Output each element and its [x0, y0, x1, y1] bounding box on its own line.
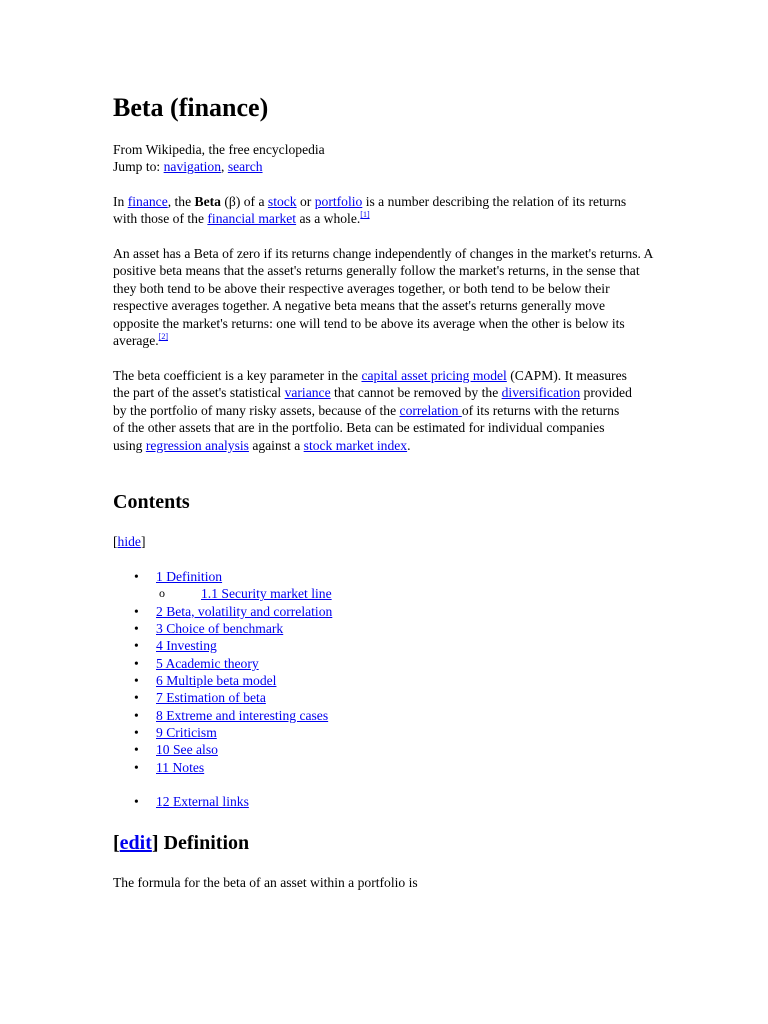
portfolio-link[interactable]: portfolio [314, 194, 363, 209]
table-of-contents [113, 568, 332, 810]
site-subtitle [113, 141, 325, 176]
stock-market-index-link[interactable]: stock market index [303, 437, 408, 453]
financial-market-link[interactable]: financial market [207, 211, 297, 227]
text: (β) of a [220, 194, 268, 209]
text: that cannot be removed by the [330, 385, 502, 401]
beta-bold: Beta [194, 194, 221, 209]
toc-item [113, 793, 332, 810]
variance-link[interactable]: variance [284, 385, 331, 401]
text: . [407, 437, 411, 453]
finance-link[interactable]: finance [127, 194, 168, 209]
toc-link-choice-of-benchmark[interactable]: 3 Choice of benchmark [156, 621, 284, 637]
page-title: Beta (finance) [113, 93, 269, 122]
jump-to-line [113, 158, 325, 175]
definition-heading [113, 829, 249, 857]
correlation-link[interactable]: correlation [399, 402, 462, 418]
toc-link-external-links[interactable]: 12 External links [156, 794, 249, 810]
toc-link-definition[interactable]: 1 Definition [156, 569, 223, 584]
toc-link-security-market-line[interactable]: 1.1 Security market line [201, 586, 332, 602]
search-link[interactable]: search [227, 159, 263, 175]
toc-item [113, 603, 332, 620]
toc-item [113, 707, 332, 724]
text: of its returns with the returns of the other assets that are in the portfolio. Beta can be estimated for individual companies using [113, 402, 620, 453]
toc-subitem [113, 585, 332, 602]
hide-link[interactable]: hide [117, 534, 141, 549]
text: , the [167, 194, 195, 209]
toc-link-multiple-beta-model[interactable]: 6 Multiple beta model [156, 673, 277, 689]
toc-link-criticism[interactable]: 9 Criticism [156, 725, 217, 741]
toc-link-notes[interactable]: 11 Notes [156, 759, 205, 775]
text: An asset has a Beta of zero if its returns change independently of changes in the market's returns. A positive beta means that the asset's returns generally follow the market's returns, in the sense that they both tend to be above their respective averages together, or both tend to be below their respective averages together. A negative beta means that the asset's returns generally move opposite the market's returns: one will tend to be above its average when the other is below its average. [113, 246, 653, 349]
text: as a whole. [296, 211, 361, 227]
toc-item [113, 568, 332, 585]
bracket: [ [113, 534, 118, 549]
beta-coefficient-paragraph [113, 367, 633, 454]
definition-paragraph: The formula for the beta of an asset within a portfolio is [113, 875, 418, 890]
reference-2-link[interactable]: [2] [158, 332, 168, 342]
toc-item [113, 741, 332, 758]
section-title: Definition [158, 832, 250, 854]
navigation-link[interactable]: navigation [163, 159, 222, 175]
toc-toggle [113, 533, 145, 550]
text: In [113, 194, 128, 209]
contents-heading: Contents [113, 491, 190, 513]
toc-link-academic-theory[interactable]: 5 Academic theory [156, 655, 259, 671]
regression-analysis-link[interactable]: regression analysis [145, 437, 249, 453]
bracket: ] [151, 832, 159, 854]
intro-paragraph [113, 193, 643, 228]
text: is a number describing the relation of its returns with those of the [113, 194, 627, 227]
text: against a [248, 437, 304, 453]
capm-link[interactable]: capital asset pricing model [361, 368, 507, 383]
toc-link-extreme-cases[interactable]: 8 Extreme and interesting cases [156, 707, 329, 723]
toc-item [113, 620, 332, 637]
diversification-link[interactable]: diversification [501, 385, 581, 401]
toc-item [113, 689, 332, 706]
edit-link[interactable]: edit [119, 832, 152, 854]
bracket: [ [113, 832, 120, 854]
bracket: ] [140, 534, 146, 549]
toc-link-beta-volatility[interactable]: 2 Beta, volatility and correlation [156, 603, 333, 619]
toc-item [113, 724, 332, 741]
text: (CAPM). It measures the part of the asset's statistical [113, 368, 627, 401]
stock-link[interactable]: stock [267, 194, 297, 209]
toc-link-investing[interactable]: 4 Investing [156, 638, 217, 654]
text: The beta coefficient is a key parameter in the [113, 368, 362, 383]
toc-item [113, 637, 332, 654]
jump-to-label: Jump to: [113, 159, 161, 175]
toc-item [113, 672, 332, 689]
toc-item [113, 655, 332, 672]
toc-link-see-also[interactable]: 10 See also [156, 742, 218, 758]
toc-link-estimation-of-beta[interactable]: 7 Estimation of beta [156, 690, 266, 706]
comma: , [221, 159, 225, 175]
text: provided by the portfolio of many risky assets, because of the [113, 385, 632, 418]
toc-item [113, 759, 332, 776]
text: or [296, 194, 315, 209]
beta-zero-paragraph [113, 245, 653, 349]
from-line: From Wikipedia, the free encyclopedia [113, 142, 325, 157]
reference-1-link[interactable]: [1] [360, 210, 370, 220]
